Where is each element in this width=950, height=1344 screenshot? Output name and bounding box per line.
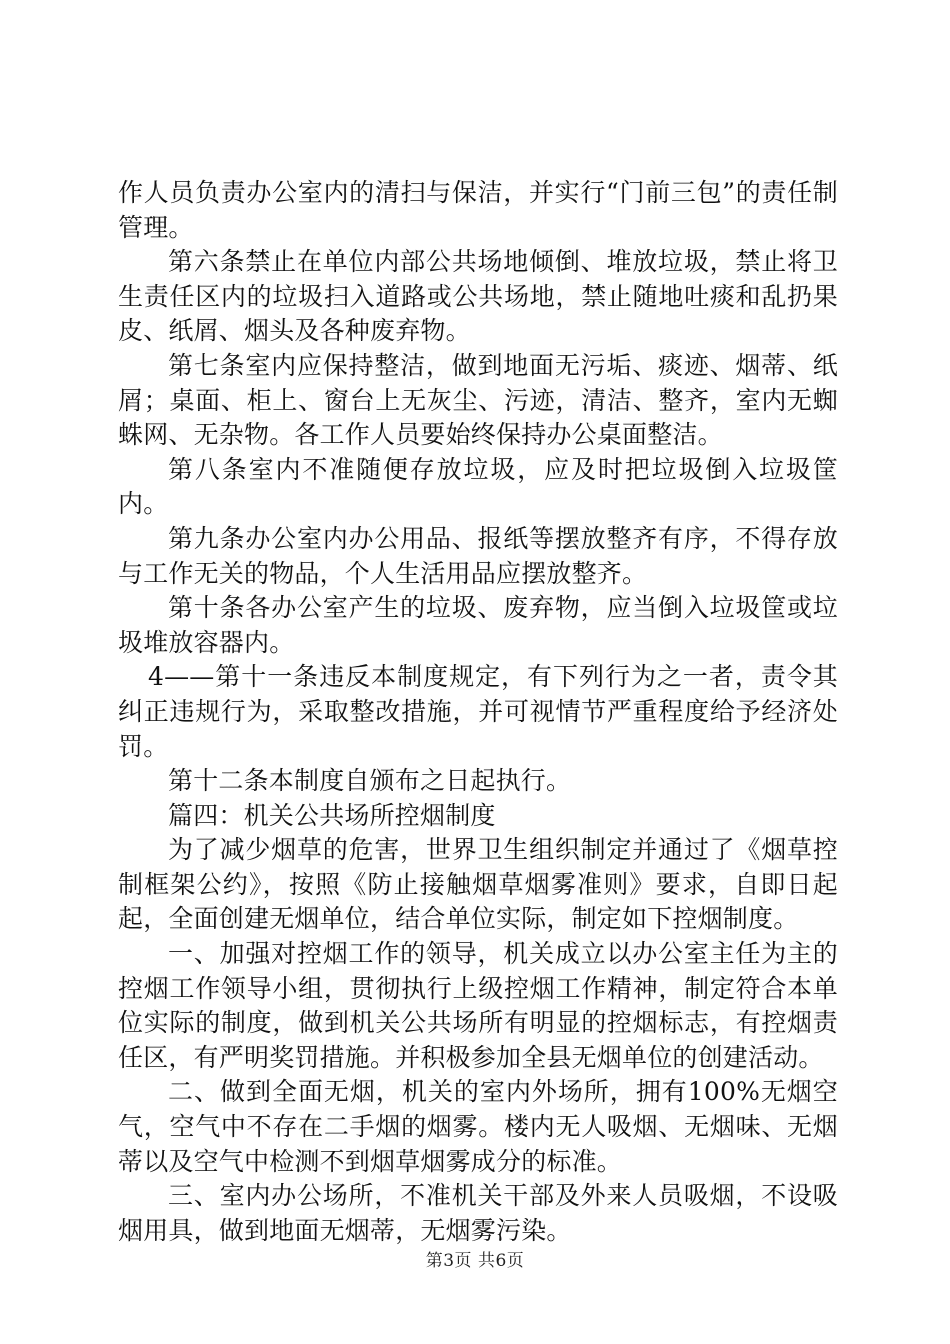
- paragraph-item-1: 一、加强对控烟工作的领导，机关成立以办公室主任为主的控烟工作领导小组，贯彻执行上级控烟工作精神，制定符合本单位实际的制度，做到机关公共场所有明显的控烟标志，有控烟责任区，有严明奖罚措施。并积极参加全县无烟单位的创建活动。: [118, 939, 838, 1072]
- page-footer: 第3页 共6页: [425, 1251, 525, 1271]
- paragraph-article-8: 第八条室内不准随便存放垃圾，应及时把垃圾倒入垃圾筐内。: [118, 454, 838, 519]
- paragraph-item-3: 三、室内办公场所，不准机关干部及外来人员吸烟，不设吸烟用具，做到地面无烟蒂，无烟雾污染。: [118, 1181, 838, 1245]
- paragraph-article-12: 第十二条本制度自颁布之日起执行。: [168, 766, 572, 796]
- paragraph-article-7: 第七条室内应保持整洁，做到地面无污垢、痰迹、烟蒂、纸屑；桌面、柜上、窗台上无灰尘、污迹，清洁、整齐，室内无蜘蛛网、无杂物。各工作人员要始终保持办公桌面整洁。: [118, 350, 838, 450]
- paragraph-article-10: 第十条各办公室产生的垃圾、废弃物，应当倒入垃圾筐或垃圾堆放容器内。: [118, 593, 838, 657]
- document-body: [118, 176, 838, 1248]
- paragraph-item-2: 二、做到全面无烟，机关的室内外场所，拥有100%无烟空气，空气中不存在二手烟的烟雾。楼内无人吸烟、无烟味、无烟蒂以及空气中检测不到烟草烟雾成分的标准。: [118, 1077, 838, 1176]
- paragraph-article-9: 第九条办公室内办公用品、报纸等摆放整齐有序，不得存放与工作无关的物品，个人生活用品应摆放整齐。: [118, 523, 838, 588]
- paragraph-continuation: 作人员负责办公室内的清扫与保洁，并实行“门前三包”的责任制管理。: [118, 178, 838, 242]
- paragraph-intro: 为了减少烟草的危害，世界卫生组织制定并通过了《烟草控制框架公约》，按照《防止接触烟草烟雾准则》要求，自即日起起，全面创建无烟单位，结合单位实际，制定如下控烟制度。: [118, 835, 838, 934]
- section-heading: 篇四：机关公共场所控烟制度: [168, 800, 496, 830]
- paragraph-article-6: 第六条禁止在单位内部公共场地倾倒、堆放垃圾，禁止将卫生责任区内的垃圾扫入道路或公共场地，禁止随地吐痰和乱扔果皮、纸屑、烟头及各种废弃物。: [118, 247, 838, 346]
- paragraph-article-11: 4——第十一条违反本制度规定，有下列行为之一者，责令其纠正违规行为，采取整改措施，并可视情节严重程度给予经济处罚。: [118, 662, 838, 761]
